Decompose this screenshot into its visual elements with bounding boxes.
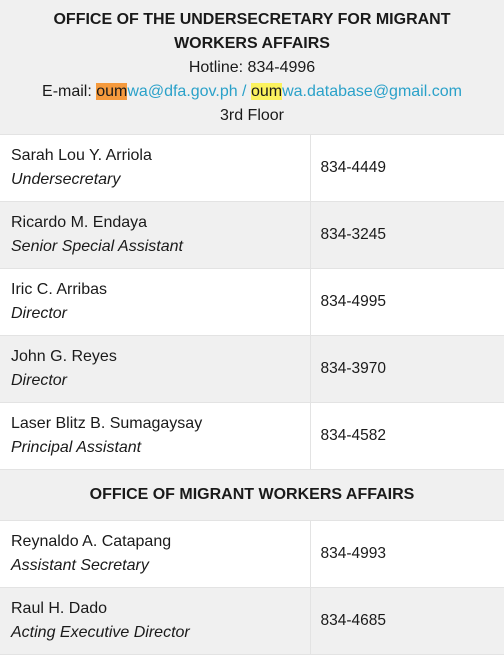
name-cell — [0, 403, 310, 470]
phone-number: 834-4993 — [310, 521, 504, 588]
phone-number: 834-4995 — [310, 269, 504, 336]
office-title: OFFICE OF THE UNDERSECRETARY FOR MIGRANT WORKERS AFFAIRS — [53, 11, 451, 52]
office-floor: 3rd Floor — [219, 107, 285, 124]
name-cell — [0, 336, 310, 403]
office-email-line — [0, 80, 504, 104]
search-highlight-match: oum — [250, 83, 283, 100]
search-highlight-current: oum — [96, 83, 128, 100]
person-title: Director — [11, 372, 68, 389]
email-link-gmail[interactable]: oumwa.database@gmail.com — [250, 83, 462, 100]
office-hotline: Hotline: 834-4996 — [188, 59, 316, 76]
section-title: OFFICE OF MIGRANT WORKERS AFFAIRS — [0, 470, 504, 521]
name-cell — [0, 588, 310, 655]
section-header-row — [0, 470, 504, 521]
phone-number: 834-4685 — [310, 588, 504, 655]
person-title: Senior Special Assistant — [11, 238, 183, 255]
phone-number: 834-3245 — [310, 202, 504, 269]
office-header — [0, 0, 504, 135]
email-label: E-mail: — [42, 83, 97, 100]
person-title: Principal Assistant — [11, 439, 142, 456]
person-name: Raul H. Dado — [11, 600, 108, 617]
office-header-row — [0, 0, 504, 135]
person-name: John G. Reyes — [11, 348, 117, 365]
email-separator: / — [237, 83, 251, 100]
table-row — [0, 269, 504, 336]
person-title: Assistant Secretary — [11, 557, 149, 574]
email-link-dfa[interactable]: oumwa@dfa.gov.ph — [96, 83, 238, 100]
table-row — [0, 588, 504, 655]
person-name: Reynaldo A. Catapang — [11, 533, 172, 550]
name-cell — [0, 521, 310, 588]
phone-number: 834-4449 — [310, 135, 504, 202]
table-row — [0, 135, 504, 202]
person-title: Director — [11, 305, 68, 322]
person-name: Laser Blitz B. Sumagaysay — [11, 415, 203, 432]
person-title: Acting Executive Director — [11, 624, 190, 641]
name-cell — [0, 202, 310, 269]
person-name: Iric C. Arribas — [11, 281, 108, 298]
person-name: Sarah Lou Y. Arriola — [11, 147, 152, 164]
phone-number: 834-4582 — [310, 403, 504, 470]
phone-number: 834-3970 — [310, 336, 504, 403]
table-row — [0, 403, 504, 470]
person-title: Undersecretary — [11, 171, 121, 188]
name-cell — [0, 269, 310, 336]
table-row — [0, 521, 504, 588]
person-name: Ricardo M. Endaya — [11, 214, 148, 231]
name-cell — [0, 135, 310, 202]
table-row — [0, 336, 504, 403]
table-row — [0, 202, 504, 269]
